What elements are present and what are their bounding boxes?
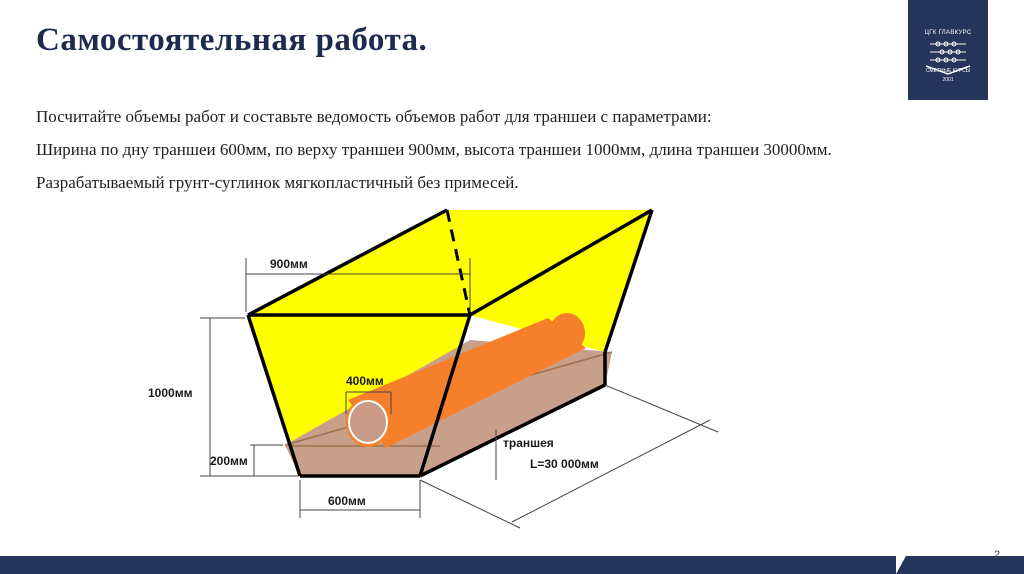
slide-title: Самостоятельная работа. xyxy=(36,22,428,58)
paragraph-soil: Разрабатываемый грунт-суглинок мягкопластичный без примесей. xyxy=(36,173,519,192)
dim-length: L=30 000мм xyxy=(530,457,599,471)
logo-year: 2001 xyxy=(942,77,954,83)
paragraph-task: Посчитайте объемы работ и составьте ведомость объемов работ для траншеи с параметрами: xyxy=(36,107,712,126)
logo-top-text: ЦГК ГЛАВКУРС xyxy=(924,30,972,36)
paragraph-params: Ширина по дну траншеи 600мм, по верху траншеи 900мм, высота траншеи 1000мм, длина траншеи 30000мм. xyxy=(36,140,832,159)
logo-bottom-text: СМЕТНЫЕ КУРСЫ xyxy=(925,68,971,74)
dim-bottom-width: 600мм xyxy=(328,494,366,508)
label-trench: траншея xyxy=(503,436,554,450)
dim-top-width: 900мм xyxy=(270,257,308,271)
footer-bar xyxy=(0,552,1024,574)
page-number: 2 xyxy=(994,549,1001,561)
dim-pipe-diameter: 400мм xyxy=(346,374,384,388)
dim-bottom-layer: 200мм xyxy=(210,454,248,468)
dim-height: 1000мм xyxy=(148,386,193,400)
